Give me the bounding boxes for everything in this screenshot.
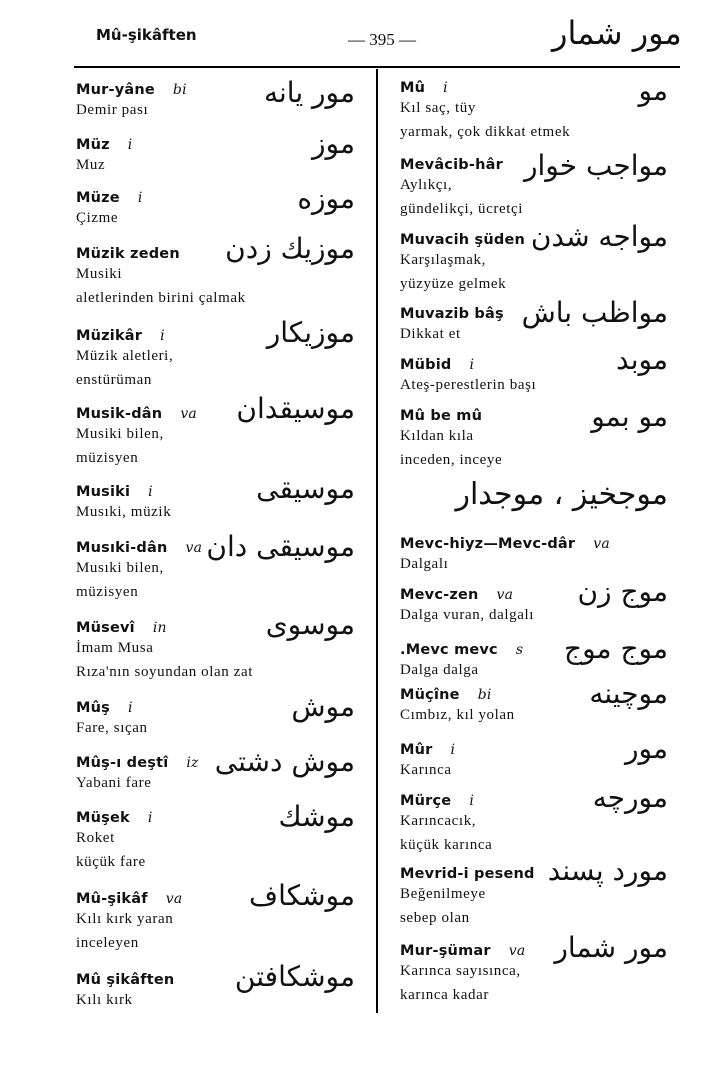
dictionary-entry bbox=[400, 232, 525, 296]
dictionary-entry bbox=[400, 357, 536, 397]
arabic-script-term: موشكافتن bbox=[234, 960, 355, 993]
grammar-tag: i bbox=[147, 810, 153, 826]
headword-text: Müsevî bbox=[76, 620, 135, 636]
arabic-script-term: موزيك زدن bbox=[225, 232, 355, 265]
arabic-script-term: موزيكار bbox=[266, 316, 355, 349]
definition-line: Karıncacık, bbox=[400, 813, 477, 829]
dictionary-entry bbox=[76, 190, 143, 230]
dictionary-entry bbox=[400, 742, 455, 782]
definition-line: Kılı kırk yaran bbox=[76, 911, 174, 927]
definition-line: Dalgalı bbox=[400, 556, 449, 572]
headword-text: Müçîne bbox=[400, 687, 460, 703]
definition-line: Müzik aletleri, bbox=[76, 348, 174, 364]
entry-headword bbox=[400, 742, 455, 758]
entry-headword bbox=[400, 80, 570, 96]
entry-headword bbox=[400, 793, 492, 809]
arabic-script-term: موش دشتى bbox=[214, 745, 355, 778]
grammar-tag: va bbox=[165, 891, 183, 907]
dictionary-entry bbox=[76, 972, 174, 1012]
dictionary-entry bbox=[76, 82, 187, 122]
definition-line: Dalga dalga bbox=[400, 662, 479, 678]
grammar-tag: s bbox=[515, 642, 524, 658]
definition-line: Karşılaşmak, bbox=[400, 252, 486, 268]
headword-text: Musiki bbox=[76, 484, 131, 500]
entry-headword bbox=[400, 687, 515, 703]
dictionary-entry bbox=[76, 620, 253, 684]
entry-headword bbox=[400, 536, 610, 552]
definition-line: müzisyen bbox=[76, 584, 139, 600]
definition-line: yarmak, çok dikkat etmek bbox=[400, 124, 571, 140]
entry-headword bbox=[76, 620, 253, 636]
arabic-script-term: موزه bbox=[297, 182, 355, 215]
definition-line: Aylıkçı, bbox=[400, 177, 453, 193]
headword-text: Musıki-dân bbox=[76, 540, 168, 556]
dictionary-entry bbox=[76, 137, 132, 177]
definition-line: Beğenilmeye bbox=[400, 886, 486, 902]
arabic-script-term: موجخيز ، موجدار bbox=[455, 477, 668, 512]
entry-headword bbox=[400, 357, 536, 373]
dictionary-entry bbox=[76, 700, 148, 740]
arabic-script-term: موج موج bbox=[564, 632, 668, 665]
definition-line: küçük fare bbox=[76, 854, 146, 870]
dictionary-entry bbox=[400, 866, 535, 930]
definition-line: aletlerinden birini çalmak bbox=[76, 290, 246, 306]
definition-line: Karınca bbox=[400, 762, 452, 778]
grammar-tag: i bbox=[469, 793, 475, 809]
headword-text: Müze bbox=[76, 190, 120, 206]
arabic-script-term: مورد پسند bbox=[547, 854, 668, 887]
entry-headword bbox=[76, 406, 197, 422]
dictionary-entry bbox=[76, 328, 173, 392]
definition-line: Rıza'nın soyundan olan zat bbox=[76, 664, 254, 680]
grammar-tag: i bbox=[443, 80, 448, 96]
dictionary-entry bbox=[400, 642, 523, 682]
headword-text: Mû be mû bbox=[400, 408, 483, 424]
dictionary-entry bbox=[400, 587, 534, 627]
dictionary-entry bbox=[400, 536, 610, 576]
headword-text: Mur-yâne bbox=[76, 82, 155, 98]
dictionary-entry bbox=[76, 406, 197, 470]
arabic-script-term: موشكاف bbox=[249, 879, 355, 912]
header-rule bbox=[74, 66, 680, 68]
definition-line: Çizme bbox=[76, 210, 119, 226]
headword-text: Mevrid-i pesend bbox=[400, 866, 535, 882]
arabic-script-term: مور bbox=[625, 732, 668, 765]
entry-headword bbox=[76, 891, 182, 907]
entry-headword bbox=[400, 157, 523, 173]
definition-line: müzisyen bbox=[76, 450, 139, 466]
entry-headword bbox=[400, 232, 525, 248]
dictionary-entry bbox=[400, 943, 525, 1007]
headword-text: Mevc-hiyz—Mevc-dâr bbox=[400, 536, 576, 552]
definition-line: Musiki bbox=[76, 266, 123, 282]
grammar-tag: va bbox=[180, 406, 197, 422]
entry-headword bbox=[76, 755, 199, 771]
arabic-script-term: موسيقى bbox=[256, 472, 355, 505]
grammar-tag: i bbox=[148, 484, 153, 500]
headword-text: Müzik zeden bbox=[76, 246, 180, 262]
headword-text: Müz bbox=[76, 137, 110, 153]
headword-text: Mûş-ı deştî bbox=[76, 755, 169, 771]
definition-line: Muz bbox=[76, 157, 106, 173]
grammar-tag: bi bbox=[477, 687, 492, 703]
headword-text: Mevâcib-hâr bbox=[400, 157, 503, 173]
grammar-tag: va bbox=[593, 536, 610, 552]
headword-text: Müzikâr bbox=[76, 328, 143, 344]
definition-line: Kılı kırk bbox=[76, 992, 133, 1008]
definition-line: inceleyen bbox=[76, 935, 139, 951]
definition-line: Demir pası bbox=[76, 102, 149, 118]
arabic-script-term: مور شمار bbox=[554, 931, 668, 964]
arabic-script-term: مو بمو bbox=[591, 400, 668, 433]
arabic-script-term: مواجب خوار bbox=[523, 149, 668, 182]
entry-headword bbox=[76, 82, 187, 98]
grammar-tag: i bbox=[469, 357, 475, 373]
grammar-tag: va bbox=[496, 587, 514, 603]
entry-headword bbox=[400, 642, 523, 658]
entry-headword bbox=[400, 866, 535, 882]
arabic-script-term: مواظب باش bbox=[521, 296, 668, 329]
definition-line: Kıl saç, tüy bbox=[400, 100, 476, 116]
grammar-tag: va bbox=[185, 540, 203, 556]
grammar-tag: i bbox=[137, 190, 143, 206]
definition-line: Dikkat et bbox=[400, 326, 461, 342]
definition-line: gündelikçi, ücretçi bbox=[400, 201, 524, 217]
definition-line: Cımbız, kıl yolan bbox=[400, 707, 515, 723]
entry-headword bbox=[76, 700, 148, 716]
headword-text: Mû-şikâf bbox=[76, 891, 148, 907]
dictionary-entry bbox=[400, 306, 504, 346]
headword-text: Mû bbox=[400, 80, 426, 96]
grammar-tag: va bbox=[508, 943, 526, 959]
definition-line: Fare, sıçan bbox=[76, 720, 148, 736]
definition-line: Roket bbox=[76, 830, 115, 846]
column-divider bbox=[376, 69, 378, 1013]
headword-text: Musik-dân bbox=[76, 406, 163, 422]
definition-line: Musıki bilen, bbox=[76, 560, 164, 576]
headword-text: Mûr bbox=[400, 742, 433, 758]
entry-headword bbox=[400, 943, 525, 959]
arabic-script-term: موشك bbox=[278, 800, 355, 833]
headword-text: Muvacih şüden bbox=[400, 232, 526, 248]
arabic-script-term: موبد bbox=[616, 343, 668, 376]
definition-line: küçük karınca bbox=[400, 837, 493, 853]
definition-line: Dalga vuran, dalgalı bbox=[400, 607, 535, 623]
definition-line: enstürüman bbox=[76, 372, 152, 388]
definition-line: Kıldan kıla bbox=[400, 428, 474, 444]
dictionary-entry bbox=[76, 540, 202, 604]
headword-text: Mur-şümar bbox=[400, 943, 491, 959]
arabic-running-head: مور شمار bbox=[552, 14, 682, 52]
definition-line: Yabani fare bbox=[76, 775, 152, 791]
entry-headword bbox=[400, 587, 534, 603]
definition-line: Musıki, müzik bbox=[76, 504, 172, 520]
grammar-tag: i bbox=[127, 700, 133, 716]
running-head: Mû-şikâften bbox=[96, 26, 197, 44]
definition-line: yüzyüze gelmek bbox=[400, 276, 507, 292]
entry-headword bbox=[76, 328, 173, 344]
arabic-script-term: موش bbox=[291, 690, 355, 723]
headword-text: Muvazib bâş bbox=[400, 306, 504, 322]
headword-text: Mübid bbox=[400, 357, 452, 373]
definition-line: Ateş-perestlerin başı bbox=[400, 377, 537, 393]
arabic-script-term: موچينه bbox=[589, 677, 668, 710]
dictionary-entry bbox=[400, 80, 570, 144]
definition-line: İmam Musa bbox=[76, 640, 154, 656]
entry-headword bbox=[76, 246, 246, 262]
entry-headword bbox=[400, 306, 504, 322]
arabic-script-term: موسوى bbox=[265, 608, 355, 641]
arabic-script-term: موج زن bbox=[577, 575, 668, 608]
grammar-tag: in bbox=[152, 620, 167, 636]
arabic-script-term: مو bbox=[638, 74, 668, 107]
dictionary-entry bbox=[400, 687, 515, 727]
definition-line: Musiki bilen, bbox=[76, 426, 164, 442]
dictionary-entry bbox=[76, 484, 171, 524]
headword-text: Mürçe bbox=[400, 793, 452, 809]
arabic-script-term: مور يانه bbox=[263, 76, 355, 109]
definition-line: inceden, inceye bbox=[400, 452, 503, 468]
dictionary-entry bbox=[400, 793, 492, 857]
dictionary-entry bbox=[76, 810, 153, 874]
entry-headword bbox=[76, 972, 174, 988]
arabic-script-term: موسيقدان bbox=[236, 392, 355, 425]
definition-line: karınca kadar bbox=[400, 987, 489, 1003]
entry-headword bbox=[76, 137, 132, 153]
dictionary-entry bbox=[76, 755, 199, 795]
entry-headword bbox=[76, 540, 202, 556]
page-number: — 395 — bbox=[348, 30, 416, 49]
headword-text: Müşek bbox=[76, 810, 130, 826]
headword-text: Mû şikâften bbox=[76, 972, 175, 988]
arabic-script-term: موسيقى دان bbox=[206, 530, 355, 563]
dictionary-entry bbox=[400, 157, 523, 221]
grammar-tag: bi bbox=[172, 82, 187, 98]
arabic-script-term: موز bbox=[312, 127, 355, 160]
grammar-tag: i bbox=[127, 137, 133, 153]
definition-line: Karınca sayısınca, bbox=[400, 963, 521, 979]
grammar-tag: i bbox=[160, 328, 165, 344]
arabic-script-term: مواجه شدن bbox=[530, 220, 668, 253]
definition-line: sebep olan bbox=[400, 910, 470, 926]
headword-text: Mûş bbox=[76, 700, 110, 716]
headword-text: Mevc-zen bbox=[400, 587, 479, 603]
entry-headword bbox=[400, 408, 502, 424]
dictionary-entry bbox=[76, 246, 246, 310]
headword-text: .Mevc mevc bbox=[400, 642, 498, 658]
dictionary-entry bbox=[76, 891, 182, 955]
entry-headword bbox=[76, 190, 143, 206]
arabic-script-term: مورچه bbox=[592, 781, 668, 814]
grammar-tag: iz bbox=[186, 755, 199, 771]
dictionary-entry bbox=[400, 408, 502, 472]
entry-headword bbox=[76, 810, 153, 826]
grammar-tag: i bbox=[450, 742, 456, 758]
entry-headword bbox=[76, 484, 171, 500]
